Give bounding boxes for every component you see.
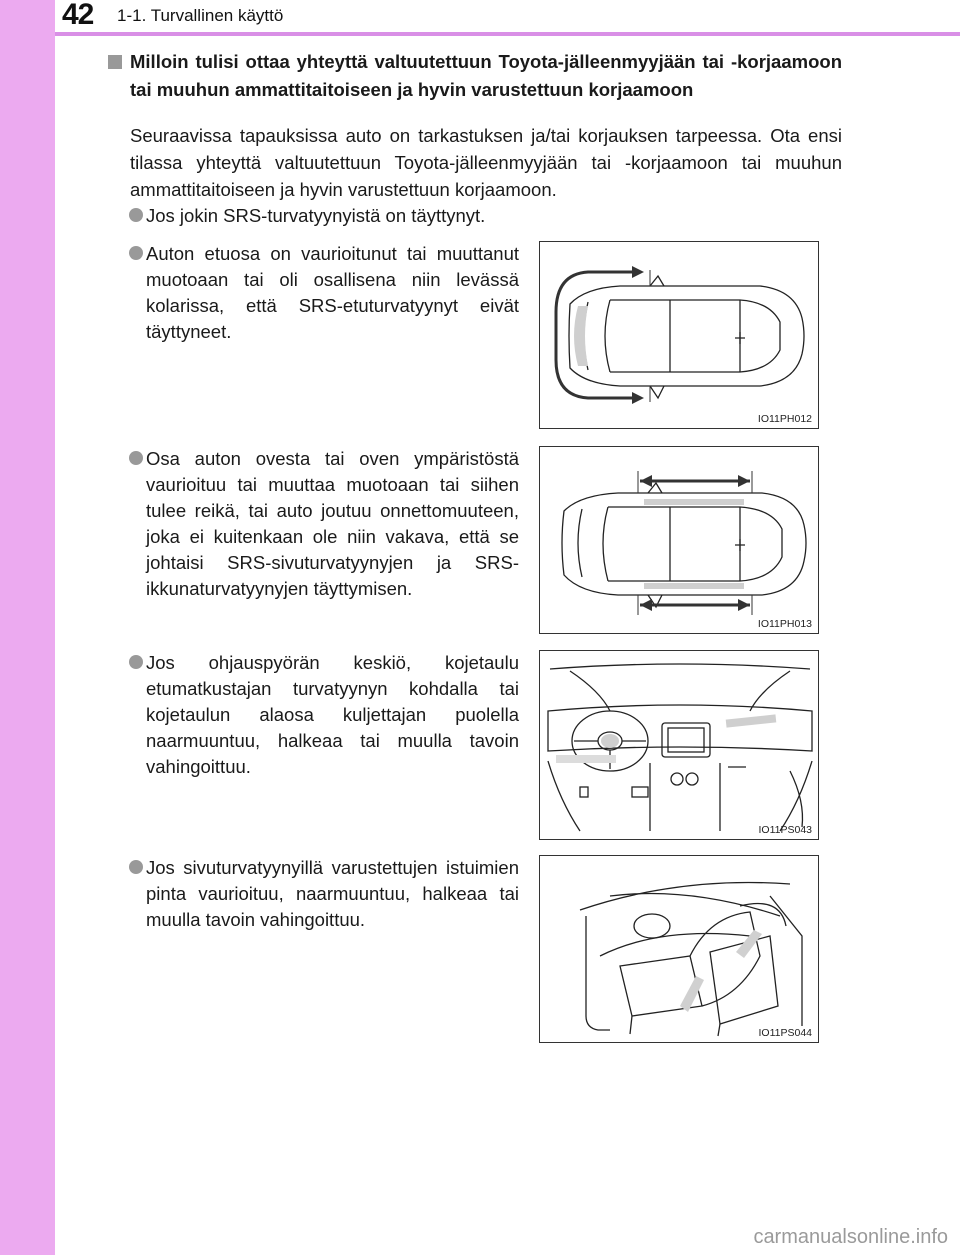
watermark: carmanualsonline.info <box>753 1226 948 1248</box>
bullet-text: Jos sivuturvatyynyillä varustettujen istuimien pinta vaurioituu, naarmuuntuu, halkeaa tai muulla tavoin vahingoittuu. <box>146 857 519 930</box>
car-top-view-side-illustration <box>540 447 820 635</box>
figure-seats <box>539 855 819 1043</box>
figure-code: IO11PS043 <box>758 824 812 836</box>
bullet-text: Jos ohjauspyörän keskiö, kojetaulu etumatkustajan turvatyynyn kohdalla tai kojetaulun alaosa kuljettajan puolella naarmuuntuu, halkeaa tai muulla tavoin vahingoittuu. <box>146 652 519 777</box>
circle-bullet-icon <box>129 860 143 874</box>
dashboard-illustration <box>540 651 820 841</box>
page-number: 42 <box>62 0 94 31</box>
intro-paragraph: Seuraavissa tapauksissa auto on tarkastuksen ja/tai korjauksen tarpeessa. Ota ensi tilassa yhteyttä valtuutettuun Toyota-jälleenmyyjään tai -korjaamoon tai muuhun ammattitaitoiseen ja hyvin varustettuun korjaamoon. <box>130 125 842 200</box>
bullet-item <box>129 241 519 345</box>
left-sidebar-tab <box>0 0 55 1255</box>
square-bullet-icon <box>108 55 122 69</box>
circle-bullet-icon <box>129 208 143 222</box>
bullet-item <box>129 446 519 602</box>
header-rule <box>55 32 960 36</box>
figure-side-damage <box>539 446 819 634</box>
figure-front-damage <box>539 241 819 429</box>
bullet-item <box>129 855 519 933</box>
section-title: 1-1. Turvallinen käyttö <box>117 6 284 25</box>
seat-side-airbag-illustration <box>540 856 820 1044</box>
section-heading-text: Milloin tulisi ottaa yhteyttä valtuutettuun Toyota-jälleenmyyjään tai -korjaamoon tai muuhun ammattitaitoiseen ja hyvin varustettuun korjaamoon <box>130 51 842 100</box>
figure-code: IO11PH012 <box>757 413 812 425</box>
circle-bullet-icon <box>129 451 143 465</box>
figure-code: IO11PH013 <box>757 618 812 630</box>
figure-code: IO11PS044 <box>758 1027 812 1039</box>
bullet-text: Jos jokin SRS-turvatyynyistä on täyttynyt. <box>146 205 486 226</box>
bullet-item <box>129 650 519 780</box>
circle-bullet-icon <box>129 655 143 669</box>
circle-bullet-icon <box>129 246 143 260</box>
bullet-item <box>129 203 844 229</box>
figure-dashboard <box>539 650 819 840</box>
car-top-view-front-illustration <box>540 242 820 430</box>
bullet-text: Auton etuosa on vaurioitunut tai muuttanut muotoaan tai oli osallisena niin levässä kolarissa, että SRS-etuturvatyynyt eivät täyttyneet. <box>146 243 519 342</box>
section-heading <box>108 48 842 104</box>
bullet-text: Osa auton ovesta tai oven ympäristöstä vaurioituu tai muuttaa muotoaan tai siihen tulee reikä, tai auto joutuu onnettomuuteen, joka ei kuitenkaan ole niin vakava, että se johtaisi SRS-sivuturvatyynyjen ja SRS-ikkunaturvatyynyjen täyttymisen. <box>146 448 519 599</box>
